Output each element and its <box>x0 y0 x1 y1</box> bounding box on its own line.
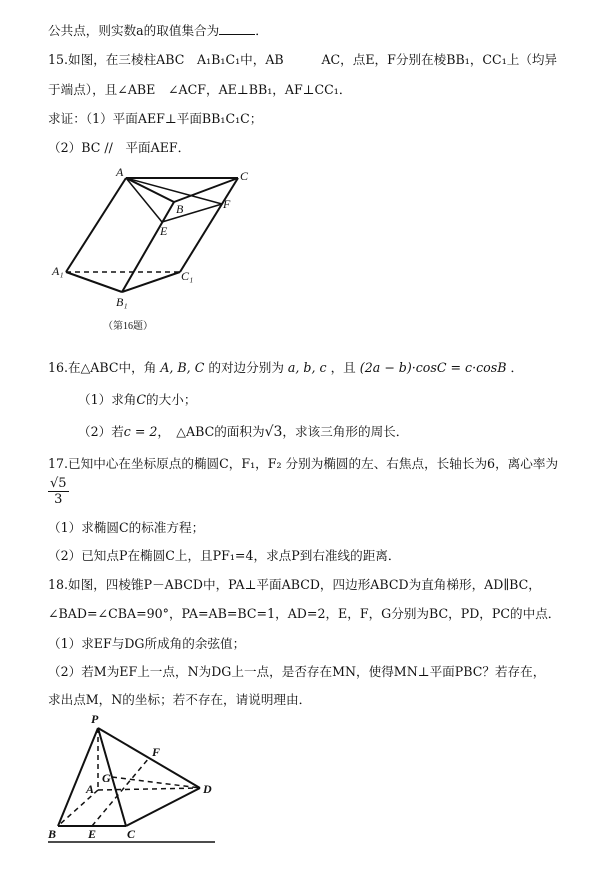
period: ． <box>255 23 268 38</box>
fill-blank-prompt: 公共点，则实数a的取值集合为 <box>48 23 220 38</box>
problem-15-line-4: （2）BC // 平面AEF． <box>48 140 191 155</box>
problem-17-line-2: （1）求椭圆C的标准方程； <box>48 520 205 535</box>
p16-q1-end: 的大小； <box>146 392 197 407</box>
p16-q1-intro: （1）求角 <box>78 392 137 407</box>
segment-EF-hidden <box>92 758 149 826</box>
problem-18-line-1: 18.如图，四棱锥P－ABCD中，PA⊥平面ABCD，四边形ABCD为直角梯形，AD∥BC， <box>48 577 541 592</box>
p16-q2-eq: c = 2 <box>123 424 158 439</box>
label-A1: A₁ <box>52 264 64 278</box>
label-D: D <box>203 782 212 796</box>
p16-q2-end: ，求该三角形的周长． <box>282 424 409 439</box>
fraction-numerator: √5 <box>50 476 67 491</box>
label-E: E <box>160 224 168 238</box>
p16-intro: 16.在△ABC中，角 <box>48 360 157 375</box>
label-G: G <box>102 771 111 785</box>
p16-cond: ，且 <box>330 360 356 375</box>
fraction-denominator: 3 <box>54 492 63 507</box>
label-P: P <box>91 712 99 726</box>
label-B: B <box>48 827 57 841</box>
problem-18-line-4: （2）若M为EF上一点，N为DG上一点，是否存在MN，使得MN⊥平面PBC？若存在， <box>48 664 546 679</box>
label-F: F <box>152 745 161 759</box>
edge-PB <box>58 728 98 826</box>
p16-q2-mid: ， △ABC的面积为 <box>157 424 265 439</box>
figure-caption: （第16题） <box>103 321 153 332</box>
label-E: E <box>88 827 97 841</box>
pyramid-edges <box>48 728 215 842</box>
problem-17-line-3: （2）已知点P在椭圆C上，且PF₁=4，求点P到右准线的距离． <box>48 548 401 563</box>
problem-15-line-1: 15.如图，在三棱柱ABC A₁B₁C₁中，AB AC，点E，F分别在棱BB₁，CC₁上（均异 <box>48 52 558 67</box>
p16-angles: A, B, C <box>160 360 205 375</box>
label-B: B <box>176 202 184 216</box>
segment-GD-hidden <box>112 777 200 788</box>
p16-end: ． <box>510 360 524 375</box>
p16-formula: (2a − b)·cosC = c·cosB <box>359 360 507 375</box>
p16-q2-intro: （2）若 <box>78 424 124 439</box>
label-B1: B₁ <box>116 295 128 309</box>
problem-18-line-5: 求出点M，N的坐标；若不存在，请说明理由． <box>48 692 312 707</box>
problem-15-line-3: 求证：（1）平面AEF⊥平面BB₁C₁C； <box>48 111 263 126</box>
problem-17-line-1: 17.已知中心在坐标原点的椭圆C，F₁，F₂ 分别为椭圆的左、右焦点，长轴长为6，离心率为 <box>48 456 559 471</box>
edge-CD <box>126 788 200 826</box>
label-C: C <box>240 169 249 183</box>
label-A: A <box>86 782 95 796</box>
label-C1: C₁ <box>181 269 194 283</box>
label-F: F <box>223 197 231 211</box>
label-A: A <box>116 165 124 179</box>
problem-18-line-3: （1）求EF与DG所成角的余弦值； <box>48 636 246 651</box>
p16-sides-text: 的对边分别为 <box>208 360 284 375</box>
edge-AD-hidden <box>98 788 200 790</box>
p16-sides: a, b, c <box>287 360 327 375</box>
problem-15-line-2: 于端点），且∠ABE ∠ACF，AE⊥BB₁，AF⊥CC₁． <box>48 82 352 97</box>
problem-18-line-2: ∠BAD=∠CBA=90°，PA=AB=BC=1，AD=2，E，F，G分别为BC，PD，PC的中点． <box>48 606 561 621</box>
p16-q2-sqrt: √3 <box>264 424 283 440</box>
label-C: C <box>127 827 136 841</box>
p16-q1-var: C <box>136 392 147 407</box>
